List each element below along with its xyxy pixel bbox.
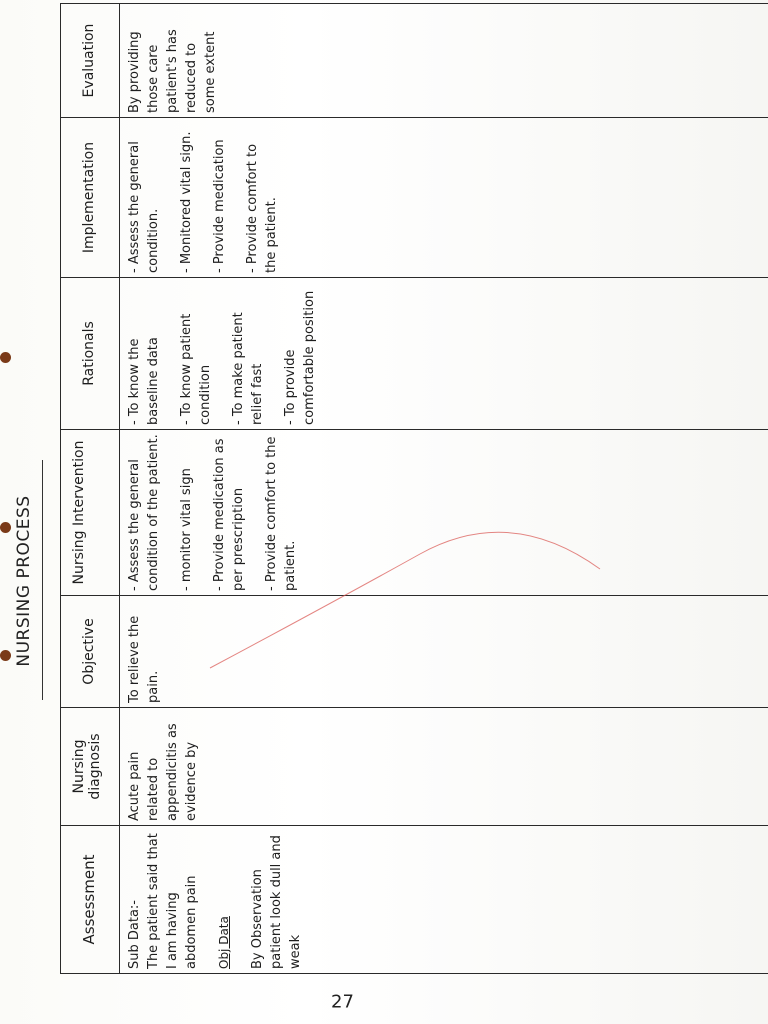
column-objective: [61, 595, 768, 707]
obj-data-text: By Observation patient look dull and weak: [250, 835, 303, 969]
obj-data-heading: Obj Data: [217, 916, 231, 969]
column-intervention: [61, 429, 768, 595]
cell-rationals: [125, 278, 333, 429]
rational-item: - To know patient condition: [179, 313, 213, 425]
intervention-item: - Provide medication as per prescription: [212, 438, 246, 591]
diagnosis-text: Acute pain related to appendicitis as evidence by: [127, 723, 199, 821]
intervention-item: - Assess the general condition of the patient.: [127, 434, 161, 591]
header-implementation: Implementation: [81, 141, 97, 254]
page-number: 27: [331, 991, 354, 1013]
header-diagnosis: Nursing diagnosis: [71, 733, 103, 800]
rational-item: - To know the baseline data: [127, 337, 161, 425]
header-evaluation: Evaluation: [81, 23, 97, 98]
column-rationals: [61, 277, 768, 429]
cell-evaluation: [125, 4, 234, 117]
objective-text: To relieve the pain.: [127, 615, 161, 703]
page-title: NURSING PROCESS: [14, 495, 34, 667]
cell-intervention: [125, 430, 314, 595]
header-objective: Objective: [81, 618, 97, 685]
cell-assessment: [125, 826, 319, 973]
sub-data-heading: Sub Data:-: [127, 900, 142, 969]
header-assessment: Assessment: [80, 854, 98, 945]
cell-objective: [125, 596, 177, 707]
column-assessment: [61, 825, 768, 973]
implementation-item: - Assess the general condition.: [127, 141, 161, 273]
implementation-item: - Provide medication: [212, 139, 227, 273]
cell-implementation: [125, 118, 295, 277]
intervention-item: - monitor vital sign: [179, 468, 194, 591]
rational-item: - To provide comfortable position: [283, 290, 317, 425]
column-evaluation: [61, 3, 768, 117]
column-implementation: [61, 117, 768, 277]
column-diagnosis: [61, 707, 768, 825]
evaluation-text: By providing those care patient's has reduced to some extent: [127, 29, 218, 113]
implementation-item: - Provide comfort to the patient.: [245, 143, 279, 273]
sub-data-text: The patient said that I am having abdomen pain: [146, 833, 199, 969]
rational-item: - To make patient relief fast: [231, 312, 265, 425]
header-rationals: Rationals: [81, 321, 97, 386]
nursing-process-table: [60, 3, 768, 974]
header-intervention: Nursing Intervention: [71, 440, 87, 585]
cell-diagnosis: [125, 708, 215, 825]
implementation-item: - Monitored vital sign.: [179, 131, 194, 273]
intervention-item: - Provide comfort to the patient.: [264, 436, 298, 591]
title-underline: [42, 460, 43, 700]
